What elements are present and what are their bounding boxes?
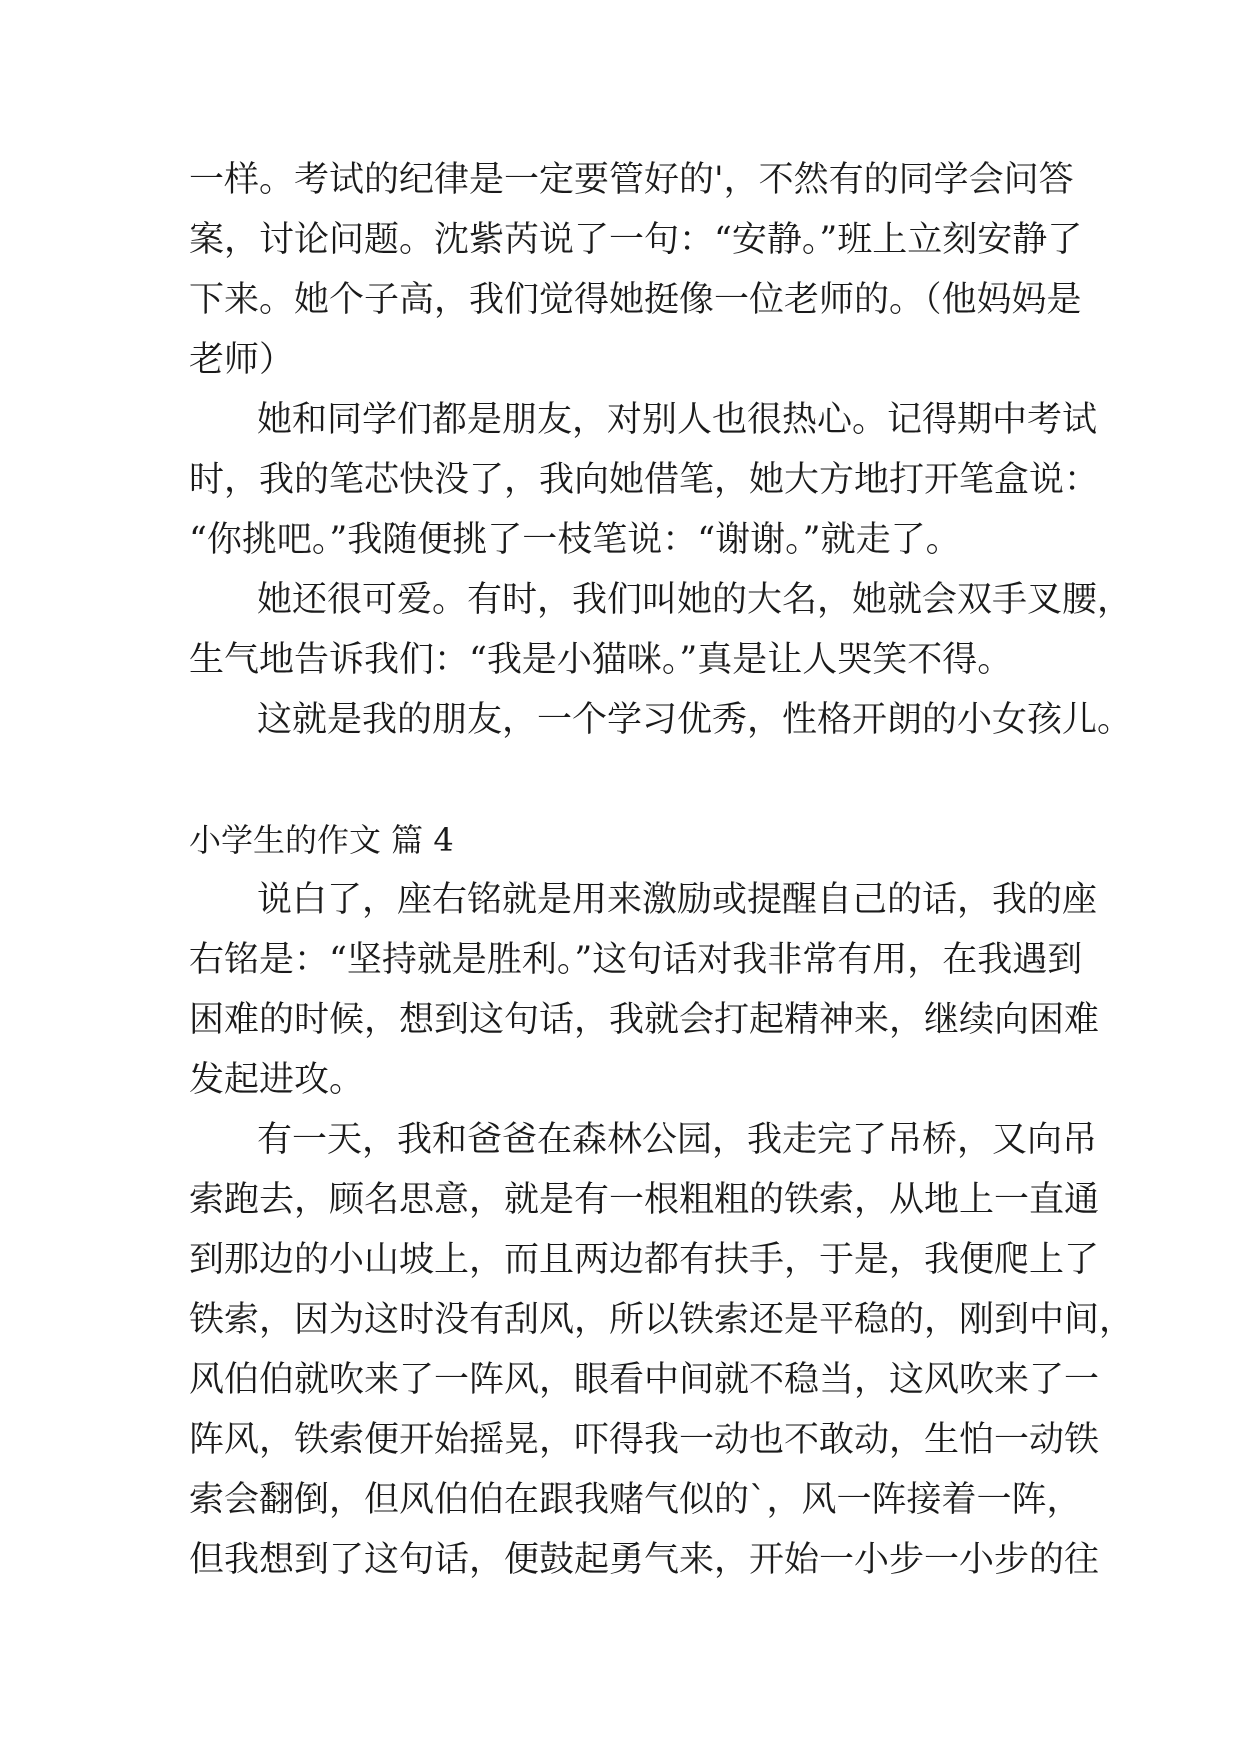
text-line: 但我想到了这句话，便鼓起勇气来，开始一小步一小步的往 [189,1540,1100,1580]
text-line: 生气地告诉我们：“我是小猫咪。”真是让人哭笑不得。 [189,640,1013,680]
text-line: 有一天，我和爸爸在森林公园，我走完了吊桥，又向吊 [257,1120,1098,1160]
text-line: 铁索，因为这时没有刮风，所以铁索还是平稳的，刚到中间， [189,1300,1135,1340]
text-line: 发起进攻。 [189,1060,365,1100]
text-line: 这就是我的朋友，一个学习优秀，性格开朗的小女孩儿。 [257,700,1133,740]
section-heading: 小学生的作文 篇 4 [189,821,454,859]
text-line: “你挑吧。”我随便挑了一枝笔说：“谢谢。”就走了。 [189,520,961,560]
text-line: 她和同学们都是朋友，对别人也很热心。记得期中考试 [257,400,1098,440]
text-line: 索会翻倒，但风伯伯在跟我赌气似的`，风一阵接着一阵， [189,1480,1082,1520]
text-line: 下来。她个子高，我们觉得她挺像一位老师的。（他妈妈是 [189,280,1082,320]
paragraph [189,1110,1135,1590]
text-line: 老师） [189,340,295,380]
text-line: 她还很可爱。有时，我们叫她的大名，她就会双手叉腰， [257,580,1133,620]
text-line: 时，我的笔芯快没了，我向她借笔，她大方地打开笔盒说： [189,460,1100,500]
text-line: 到那边的小山坡上，而且两边都有扶手，于是，我便爬上了 [189,1240,1100,1280]
section-spacer [189,750,1055,810]
paragraph [189,150,1083,390]
paragraph [189,690,1133,750]
text-line: 案，讨论问题。沈紫芮说了一句：“安静。”班上立刻安静了 [189,220,1083,260]
paragraph [189,870,1100,1110]
text-line: 说白了，座右铭就是用来激励或提醒自己的话，我的座 [257,880,1098,920]
text-line: 风伯伯就吹来了一阵风，眼看中间就不稳当，这风吹来了一 [189,1360,1100,1400]
text-line: 索跑去，顾名思意，就是有一根粗粗的铁索，从地上一直通 [189,1180,1100,1220]
text-line: 困难的时候，想到这句话，我就会打起精神来，继续向困难 [189,1000,1100,1040]
paragraph [189,570,1133,690]
text-line: 右铭是：“坚持就是胜利。”这句话对我非常有用，在我遇到 [189,940,1083,980]
document-page [189,150,1135,1590]
text-line: 一样。考试的纪律是一定要管好的'，不然有的同学会问答 [189,160,1074,200]
text-line: 阵风，铁索便开始摇晃，吓得我一动也不敢动，生怕一动铁 [189,1420,1100,1460]
paragraph [189,390,1100,570]
